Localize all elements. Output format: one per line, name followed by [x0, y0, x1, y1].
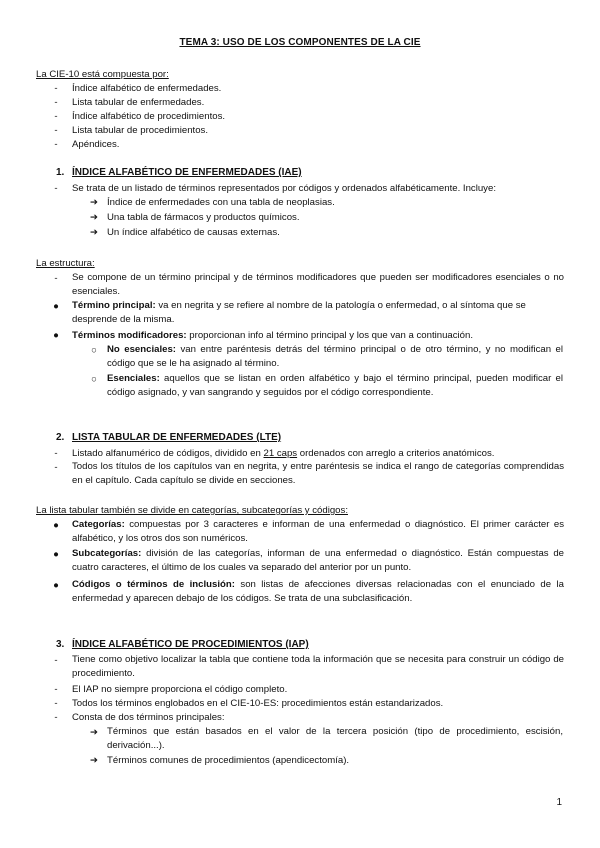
circle-bullet-icon: ○ — [91, 345, 97, 356]
categories-item — [72, 518, 564, 545]
section-3-item: Todos los términos englobados en el CIE-10-ES: procedimientos están estandarizados. — [72, 698, 444, 709]
modifier-term-item — [72, 329, 473, 342]
section-3-subitem: Términos que están basados en el valor de la tercera posición (tipo de procedimiento, escisión, derivación...). — [107, 726, 563, 751]
page-title: TEMA 3: USO DE LOS COMPONENTES DE LA CIE — [179, 37, 421, 48]
section-1-subitem: Un índice alfabético de causas externas. — [107, 227, 280, 238]
categories-term: Categorías: — [72, 519, 125, 530]
section-title: ÍNDICE ALFABÉTICO DE PROCEDIMIENTOS (IAP) — [72, 639, 309, 650]
dash-marker: - — [54, 712, 58, 723]
subcategories-item — [72, 547, 564, 574]
dash-marker: - — [54, 183, 58, 194]
intro-item: Lista tabular de procedimientos. — [72, 125, 208, 136]
codes-description: son listas de afecciones diversas relacionadas con el enunciado de la enfermedad y aparecen debajo de los códigos. Se trata de una subclasificación. — [72, 579, 564, 604]
item-text: Listado alfanumérico de códigos, dividido en — [72, 448, 261, 459]
section-title: ÍNDICE ALFABÉTICO DE ENFERMEDADES (IAE) — [72, 167, 302, 178]
structure-heading: La estructura: — [36, 258, 95, 269]
section-number: 1. — [56, 167, 65, 178]
dash-marker: - — [54, 97, 58, 108]
bullet-icon: ● — [53, 301, 59, 312]
section-number: 2. — [56, 432, 65, 443]
dash-marker: - — [54, 125, 58, 136]
intro-item: Índice alfabético de enfermedades. — [72, 83, 222, 94]
section-2-item-2: Todos los títulos de los capítulos van en negrita, y entre paréntesis se indica el rango de categorías comprendidas en el capítulo. Cada capítulo se divide en secciones. — [72, 461, 564, 486]
bullet-icon: ● — [53, 520, 59, 531]
principal-term-item — [72, 299, 532, 326]
section-2-heading — [56, 431, 281, 444]
section-2-item-1 — [72, 447, 494, 460]
dash-marker: - — [54, 655, 58, 666]
bullet-icon: ● — [53, 580, 59, 591]
section-3-item: El IAP no siempre proporciona el código completo. — [72, 684, 288, 695]
section-3-subitem: Términos comunes de procedimientos (apendicectomía). — [107, 755, 350, 766]
codes-term: Códigos o términos de inclusión: — [72, 579, 235, 590]
dash-marker: - — [54, 448, 58, 459]
intro-item: Lista tabular de enfermedades. — [72, 97, 205, 108]
categories-description: compuestas por 3 caracteres e informan de una enfermedad o diagnóstico. El primer carácter es alfabético, y los otros dos son numéricos. — [72, 519, 564, 544]
chapters-link: 21 caps — [263, 448, 298, 459]
modifier-description: proporcionan info al término principal y los que van a continuación. — [189, 330, 474, 341]
essential-term: Esenciales: — [107, 373, 160, 384]
essential-description: aquellos que se listan en orden alfabético y bajo el término principal, pueden modificar el código asignado, y van sangrando y seguidos por el código correspondiente. — [107, 373, 563, 398]
modifier-term: Términos modificadores: — [72, 330, 187, 341]
non-essential-term: No esenciales: — [107, 344, 176, 355]
section-3-item: Consta de dos términos principales: — [72, 712, 225, 723]
principal-term: Término principal: — [72, 300, 156, 311]
section-3-item: Tiene como objetivo localizar la tabla que contiene toda la información que se necesita para construir un código de procedimiento. — [72, 654, 564, 679]
section-1-heading — [56, 166, 302, 179]
item-text: ordenados con arreglo a criterios anatómicos. — [299, 448, 495, 459]
intro-heading: La CIE-10 está compuesta por: — [36, 69, 169, 80]
non-essential-description: van entre paréntesis detrás del término principal o de otro término, y no modifican el código que se le ha asignado al término. — [107, 344, 563, 369]
non-essential-item — [107, 343, 563, 370]
section-title: LISTA TABULAR DE ENFERMEDADES (LTE) — [72, 432, 282, 443]
dash-marker: - — [54, 698, 58, 709]
section-3-heading — [56, 638, 309, 651]
principal-description: va en negrita y se refiere al nombre de la patología o enfermedad, o al síntoma que se desprende de la misma. — [72, 300, 526, 325]
dash-marker: - — [54, 684, 58, 695]
arrow-icon: ➔ — [89, 212, 99, 223]
codes-item — [72, 578, 564, 605]
bullet-icon: ● — [53, 549, 59, 560]
section-1-subitem: Una tabla de fármacos y productos químicos. — [107, 212, 300, 223]
arrow-icon: ➔ — [89, 755, 99, 766]
bullet-icon: ● — [53, 330, 59, 341]
section-number: 3. — [56, 639, 65, 650]
arrow-icon: ➔ — [89, 727, 99, 738]
arrow-icon: ➔ — [89, 227, 99, 238]
dash-marker: - — [54, 111, 58, 122]
circle-bullet-icon: ○ — [91, 374, 97, 385]
essential-item — [107, 372, 563, 399]
dash-marker: - — [54, 462, 58, 473]
dash-marker: - — [54, 83, 58, 94]
section-1-description: Se trata de un listado de términos representados por códigos y ordenados alfabéticamente. Incluye: — [72, 183, 496, 194]
intro-item: Índice alfabético de procedimientos. — [72, 111, 226, 122]
dash-marker: - — [54, 139, 58, 150]
subcategories-description: división de las categorías, informan de una enfermedad o diagnóstico. Están compuestas de cuatro caracteres, el último de los cuales va separado del anterior por un punto. — [72, 548, 564, 573]
intro-item: Apéndices. — [72, 139, 120, 150]
arrow-icon: ➔ — [89, 197, 99, 208]
section-1-subitem: Índice de enfermedades con una tabla de neoplasias. — [107, 197, 335, 208]
dash-marker: - — [54, 273, 58, 284]
division-heading: La lista tabular también se divide en categorías, subcategorías y códigos: — [36, 505, 348, 516]
page-number: 1 — [556, 797, 562, 808]
structure-description: Se compone de un término principal y de términos modificadores que pueden ser modificadores esenciales o no esenciales. — [72, 272, 564, 297]
subcategories-term: Subcategorías: — [72, 548, 142, 559]
